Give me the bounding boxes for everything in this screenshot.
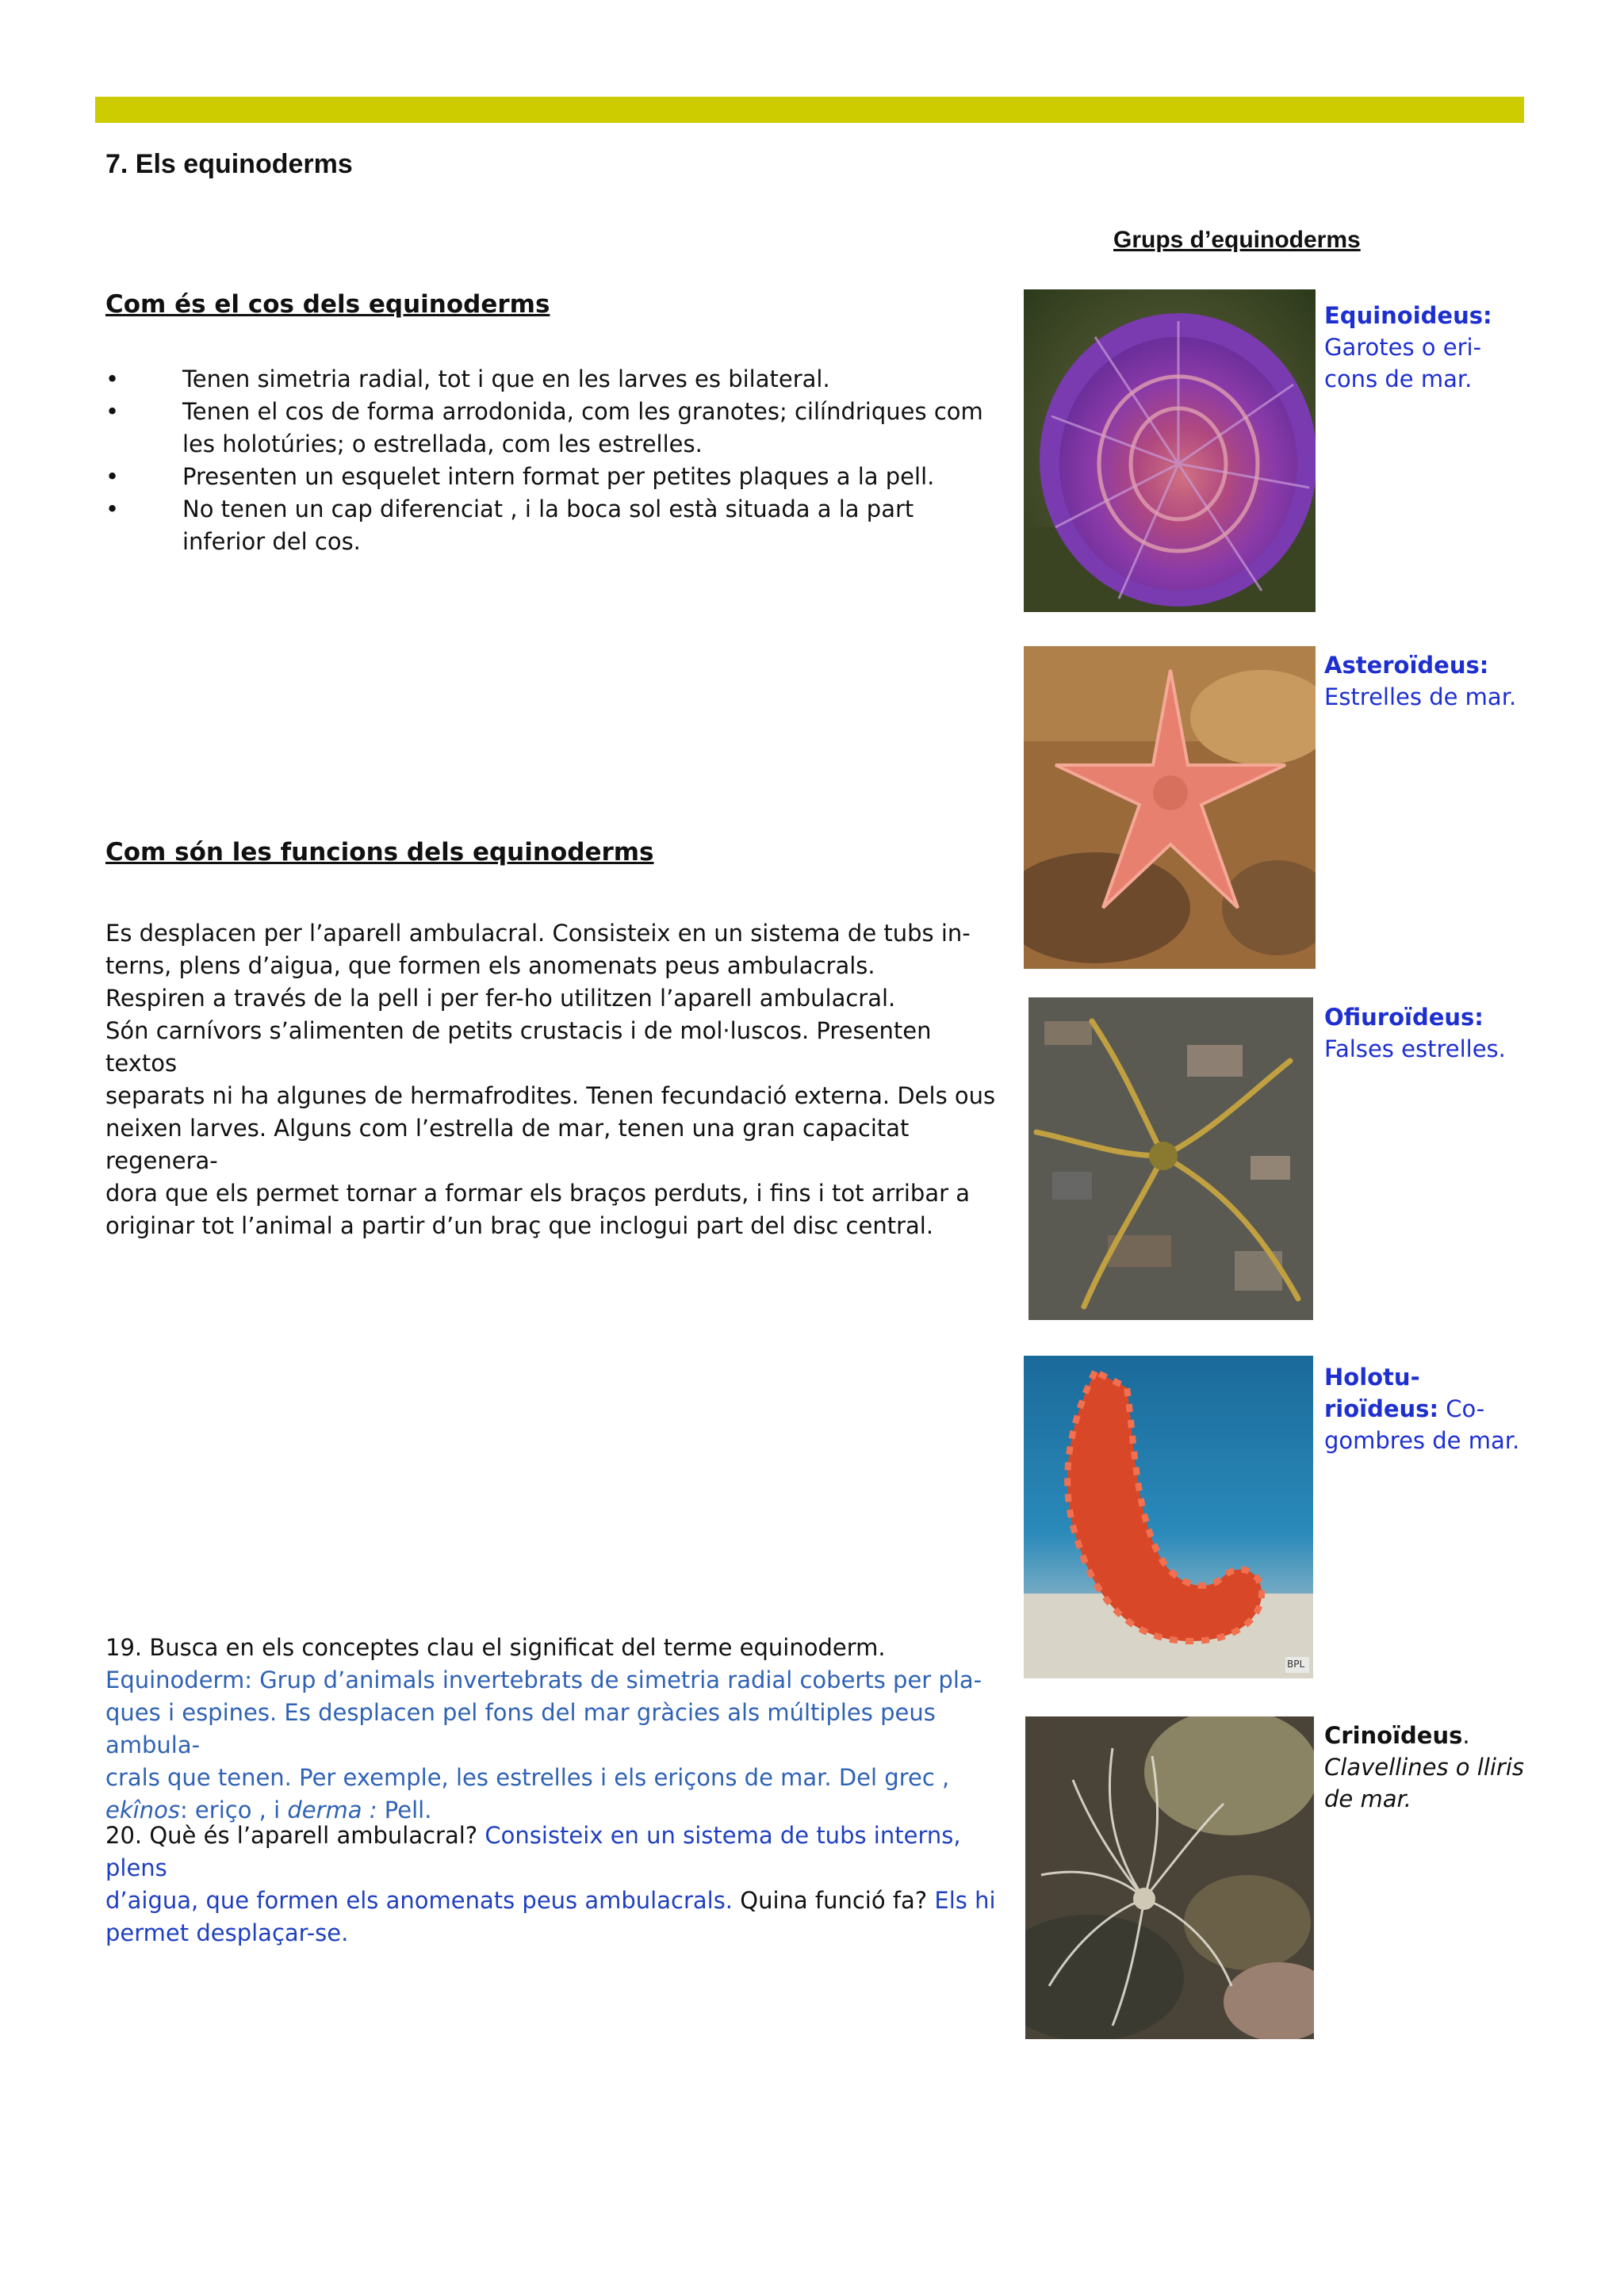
paragraph-line: separats ni ha algunes de hermafrodites. Tenen fecundació externa. Dels ous bbox=[105, 1082, 996, 1109]
question-19 bbox=[105, 1632, 1009, 1827]
section-functions-title: Com són les funcions dels equinoderms bbox=[105, 838, 654, 867]
group-name: Holotu- bbox=[1324, 1364, 1420, 1391]
functions-paragraph bbox=[105, 917, 1009, 1242]
answer-line: ques i espines. Es desplacen pel fons del mar gràcies als múltiples peus ambula- bbox=[105, 1699, 936, 1758]
group-desc: cons de mar. bbox=[1324, 365, 1473, 392]
sea-urchin-photo bbox=[1024, 289, 1316, 612]
starfish-photo bbox=[1024, 646, 1316, 969]
group-name: Crinoïdeus bbox=[1324, 1722, 1463, 1749]
bullet-item bbox=[105, 396, 1002, 461]
caption-ofiuroideus bbox=[1324, 1001, 1538, 1065]
bullet-item bbox=[105, 363, 1002, 396]
paragraph-line: terns, plens d’aigua, que formen els anomenats peus ambulacrals. bbox=[105, 952, 875, 979]
group-name: rioïdeus: bbox=[1324, 1395, 1439, 1422]
answer-line: crals que tenen. Per exemple, les estrelles i els eriçons de mar. Del grec , bbox=[105, 1764, 950, 1791]
question-20 bbox=[105, 1820, 1009, 1950]
caption-holoturioideus bbox=[1324, 1361, 1538, 1456]
group-desc: Falses estrelles. bbox=[1324, 1035, 1506, 1062]
caption-equinoideus bbox=[1324, 300, 1530, 395]
paragraph-line: dora que els permet tornar a formar els braços perduts, i fins i tot arribar a bbox=[105, 1180, 971, 1207]
bullet-item bbox=[105, 493, 1002, 558]
group-name: Asteroïdeus: bbox=[1324, 652, 1489, 679]
bullet-text: No tenen un cap diferenciat , i la boca sol està situada a la part inferior del cos. bbox=[182, 496, 914, 555]
answer-text: Consisteix en un sistema de tubs interns, plens bbox=[105, 1822, 961, 1881]
paragraph-line: Respiren a través de la pell i per fer-ho utilitzen l’aparell ambulacral. bbox=[105, 985, 896, 1012]
paragraph-line: Són carnívors s’alimenten de petits crustacis i de mol·luscos. Presenten textos bbox=[105, 1017, 932, 1077]
answer-line: Equinoderm: Grup d’animals invertebrats de simetria radial coberts per pla- bbox=[105, 1667, 982, 1693]
question-20-text: Quina funció fa? bbox=[733, 1887, 935, 1914]
answer-text: permet desplaçar-se. bbox=[105, 1919, 349, 1946]
etym-text: : eriço , i bbox=[179, 1797, 288, 1823]
bullet-dot: • bbox=[105, 463, 120, 490]
etym-term: ekînos bbox=[105, 1797, 180, 1823]
group-name: Ofiuroïdeus: bbox=[1324, 1004, 1484, 1031]
paragraph-line: neixen larves. Alguns com l’estrella de mar, tenen una gran capacitat regenera- bbox=[105, 1115, 910, 1174]
bullet-text: Presenten un esquelet intern format per petites plaques a la pell. bbox=[182, 463, 935, 490]
question-19-text: 19. Busca en els conceptes clau el significat del terme equinoderm. bbox=[105, 1634, 886, 1661]
brittle-star-photo bbox=[1028, 997, 1313, 1320]
answer-text: d’aigua, que formen els anomenats peus ambulacrals. bbox=[105, 1887, 733, 1914]
question-20-text: 20. Què és l’aparell ambulacral? bbox=[105, 1822, 485, 1849]
page-title: 7. Els equinoderms bbox=[105, 149, 353, 179]
section-body-title: Com és el cos dels equinoderms bbox=[105, 290, 550, 319]
question-20-line bbox=[105, 1820, 1009, 1885]
group-desc: Co- bbox=[1438, 1395, 1485, 1422]
group-name-suffix: . bbox=[1462, 1722, 1470, 1749]
etym-term: derma : bbox=[287, 1797, 377, 1823]
group-name: Equinoideus: bbox=[1324, 302, 1492, 329]
caption-asteroideus bbox=[1324, 649, 1538, 713]
answer-text: Els hi bbox=[934, 1887, 996, 1914]
caption-crinoideus bbox=[1324, 1720, 1538, 1815]
group-desc: Clavellines o lliris bbox=[1324, 1754, 1525, 1781]
photo-credit: BPL bbox=[1287, 1659, 1305, 1670]
question-20-line bbox=[105, 1885, 1009, 1917]
bullet-text: Tenen simetria radial, tot i que en les larves es bilateral. bbox=[182, 365, 830, 392]
question-20-line bbox=[105, 1917, 1009, 1950]
bullet-dot: • bbox=[105, 398, 120, 425]
sea-cucumber-photo bbox=[1024, 1356, 1313, 1678]
group-desc: gombres de mar. bbox=[1324, 1427, 1520, 1454]
group-desc: Garotes o eri- bbox=[1324, 334, 1482, 361]
feather-star-photo bbox=[1025, 1716, 1314, 2039]
bullet-dot: • bbox=[105, 496, 120, 522]
groups-title: Grups d’equinoderms bbox=[1113, 227, 1361, 253]
paragraph-line: originar tot l’animal a partir d’un braç que inclogui part del disc central. bbox=[105, 1212, 934, 1239]
group-desc: Estrelles de mar. bbox=[1324, 683, 1517, 710]
top-bar bbox=[95, 97, 1524, 123]
etym-text: Pell. bbox=[377, 1797, 432, 1823]
bullet-item bbox=[105, 461, 1002, 493]
bullet-dot: • bbox=[105, 365, 120, 392]
bullet-text: Tenen el cos de forma arrodonida, com les granotes; cilíndriques com les holotúries; o estrellada, com les estrelles. bbox=[182, 398, 983, 457]
paragraph-line: Es desplacen per l’aparell ambulacral. Consisteix en un sistema de tubs in- bbox=[105, 920, 971, 947]
body-bullets bbox=[105, 363, 1002, 558]
group-desc: de mar. bbox=[1324, 1785, 1411, 1812]
